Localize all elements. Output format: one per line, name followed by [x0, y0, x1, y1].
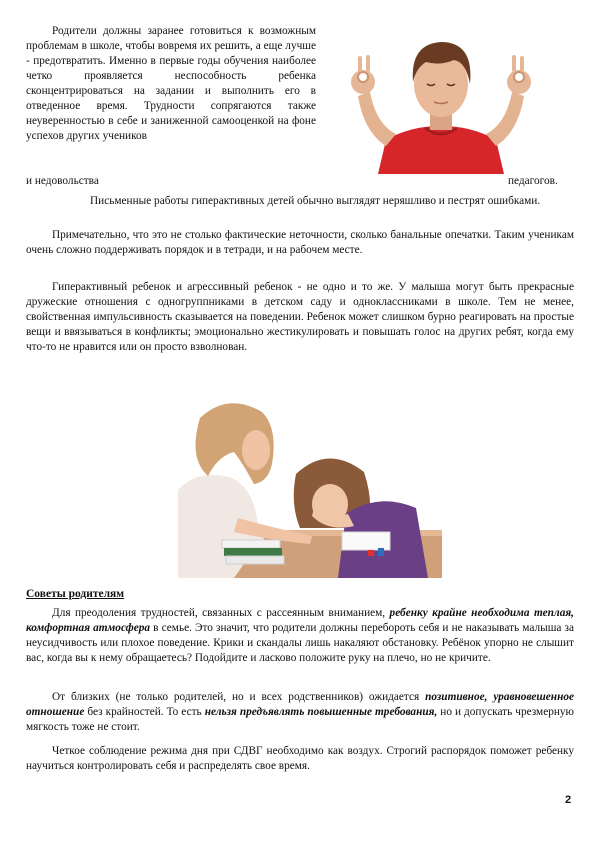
paragraph-1: Родители должны заранее готовиться к возможным проблемам в школе, чтобы вовремя их решить, а еще лучше - предотвратить. Именно в первые годы обучения наиболее четко проявляется неспособность ребенка сконцентрироваться на задании и выполнить его в отведенное время. Трудности сопрягаются также неуверенностью в себе и заниженной самооценкой на фоне успехов других учеников: [26, 25, 316, 142]
paragraph-1-tail-start: и недовольства: [26, 175, 99, 187]
paragraph-5: [26, 606, 574, 666]
paragraph-1-tail-end: педагогов.: [508, 175, 558, 187]
paragraph-6: [26, 690, 574, 735]
section-heading: Советы родителям: [26, 588, 125, 600]
boy-meditating-photo: [330, 22, 552, 174]
paragraph-5-part1: Для преодоления трудностей, связанных с рассеянным вниманием,: [52, 607, 390, 619]
mother-daughter-homework-photo: [178, 398, 442, 578]
paragraph-6-emphasis-2: нельзя предъявлять повышенные требования,: [204, 706, 438, 718]
paragraph-2: Письменные работы гиперактивных детей обычно выглядят неряшливо и пестрят ошибками.: [90, 195, 541, 207]
paragraph-6-part3: но и допускать чрезмерную мягкость тоже не стоит.: [26, 706, 574, 733]
paragraph-7: Четкое соблюдение режима дня при СДВГ необходимо как воздух. Строгий распорядок поможет ребенку научиться контролировать себя и распределять свое время.: [26, 745, 574, 772]
paragraph-6-part2: без крайностей. То есть: [84, 706, 205, 718]
paragraph-6-part1: От близких (не только родителей, но и всех родственников) ожидается: [52, 691, 426, 703]
paragraph-4: Гиперактивный ребенок и агрессивный ребенок - не одно и то же. У малыша могут быть прекрасные дружеские отношения с одногруппниками в детском саду и одноклассниками в школе. Тем не менее, свойственная импульсивность сказывается на поведении. Ребенок может слишком бурно реагировать на простые вещи и ввязываться в конфликты; эмоционально жестикулировать и повышать голос на других ребят, когда ему что-то не нравится или он просто взволнован.: [26, 281, 574, 353]
paragraph-5-part2: в семье. Это значит, что родители должны перебороть себя и не наказывать малыша за неусидчивость или плохое поведение. Крики и скандалы лишь накаляют обстановку. Ребёнок упорно не слышит вас, когда вы к нему обращаетесь? Подойдите и ласково положите руку на плечо, но не кричите.: [26, 622, 574, 664]
paragraph-1-tail: [26, 174, 574, 189]
paragraph-6-emphasis-1: позитивное, уравновешенное отношение: [26, 691, 575, 718]
paragraph-3: Примечательно, что это не столько фактические неточности, сколько банальные опечатки. Таким ученикам очень сложно поддерживать порядок и в тетради, и на рабочем месте.: [26, 229, 574, 256]
page-number: 2: [565, 794, 572, 806]
paragraph-5-emphasis: ребенку крайне необходима теплая, комфортная атмосфера: [26, 607, 574, 634]
